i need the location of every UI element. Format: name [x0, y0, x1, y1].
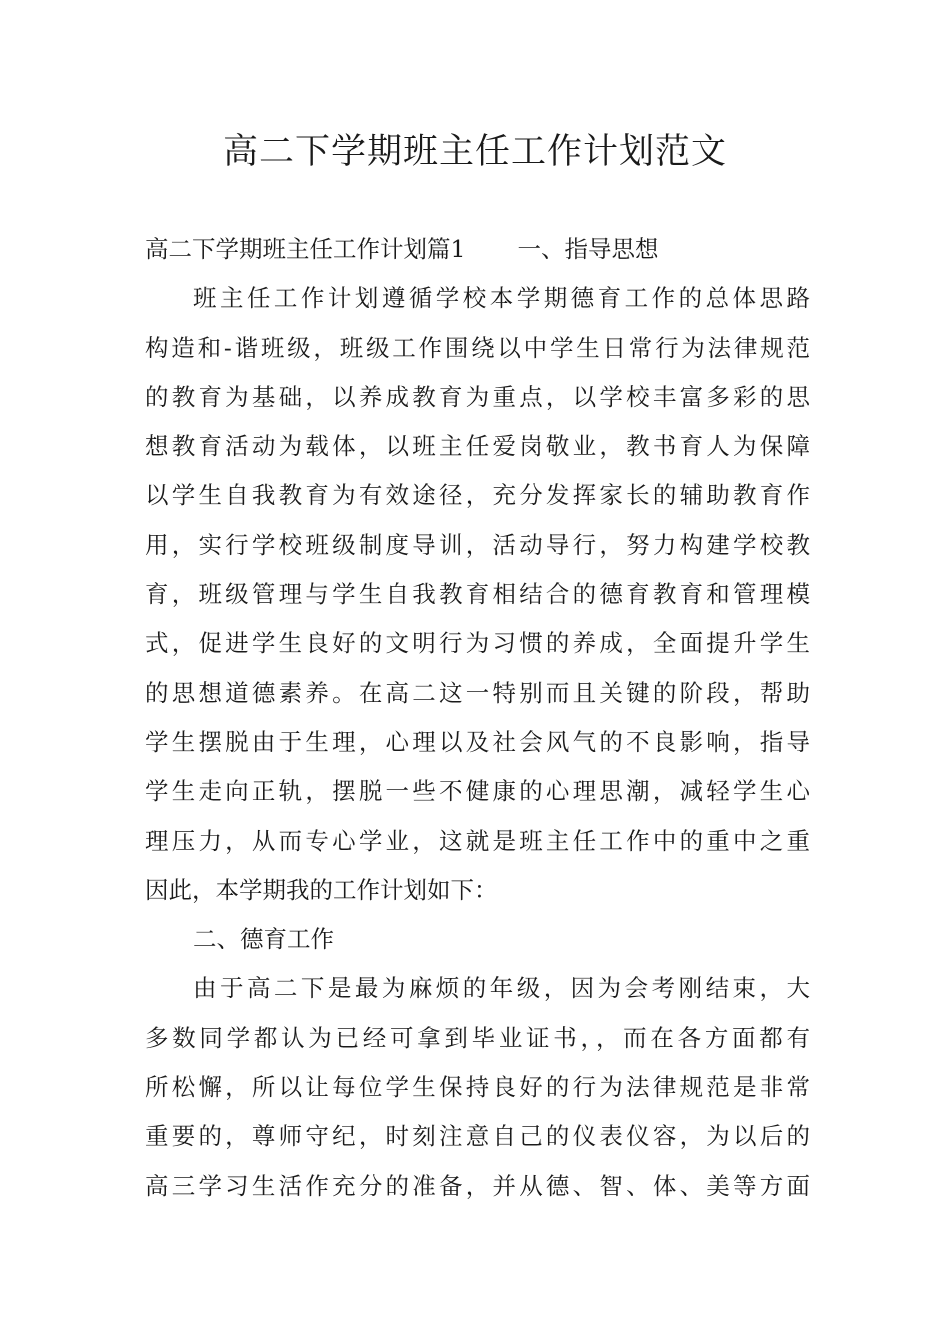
document-body [145, 225, 810, 1211]
paragraph-line: 育，班级管理与学生自我教育相结合的德育教育和管理模 [145, 580, 810, 609]
paragraph-line: 高三学习生活作充分的准备，并从德、智、体、美等方面 [145, 1171, 810, 1200]
paragraph-line: 的教育为基础，以养成教育为重点，以学校丰富多彩的思 [145, 382, 810, 411]
section-heading-guiding-thought: 一、指导思想 [517, 235, 659, 263]
plan-heading: 高二下学期班主任工作计划篇1 [145, 235, 466, 263]
document-title: 高二下学期班主任工作计划范文 [222, 132, 727, 172]
paragraph-line: 想教育活动为载体，以班主任爱岗敬业，教书育人为保障 [145, 432, 810, 461]
paragraph-line: 构造和-谐班级，班级工作围绕以中学生日常行为法律规范 [145, 333, 810, 362]
paragraph-line: 重要的，尊师守纪，时刻注意自己的仪表仪容，为以后的 [145, 1122, 810, 1151]
paragraph-line: 学生摆脱由于生理，心理以及社会风气的不良影响，指导 [145, 727, 810, 756]
paragraph-line: 多数同学都认为已经可拿到毕业证书，，而在各方面都有 [145, 1023, 810, 1052]
paragraph-line: 式，促进学生良好的文明行为习惯的养成，全面提升学生 [145, 629, 810, 658]
paragraph-line: 所松懈，所以让每位学生保持良好的行为法律规范是非常 [145, 1073, 810, 1102]
paragraph-line: 以学生自我教育为有效途径，充分发挥家长的辅助教育作 [145, 481, 810, 510]
paragraph-line: 理压力，从而专心学业，这就是班主任工作中的重中之重 [145, 826, 810, 855]
paragraph-line: 因此，本学期我的工作计划如下： [145, 875, 498, 904]
paragraph-line: 的思想道德素养。在高二这一特别而且关键的阶段，帮助 [145, 678, 810, 707]
paragraph-line: 学生走向正轨，摆脱一些不健康的心理思潮，减轻学生心 [145, 777, 810, 806]
section-heading-moral-education: 二、德育工作 [193, 925, 334, 954]
paragraph-line: 由于高二下是最为麻烦的年级，因为会考刚结束，大 [193, 974, 810, 1003]
paragraph-line: 用，实行学校班级制度导训，活动导行，努力构建学校教 [145, 530, 810, 559]
heading-line [145, 225, 810, 274]
paragraph-line: 班主任工作计划遵循学校本学期德育工作的总体思路 [193, 284, 810, 313]
